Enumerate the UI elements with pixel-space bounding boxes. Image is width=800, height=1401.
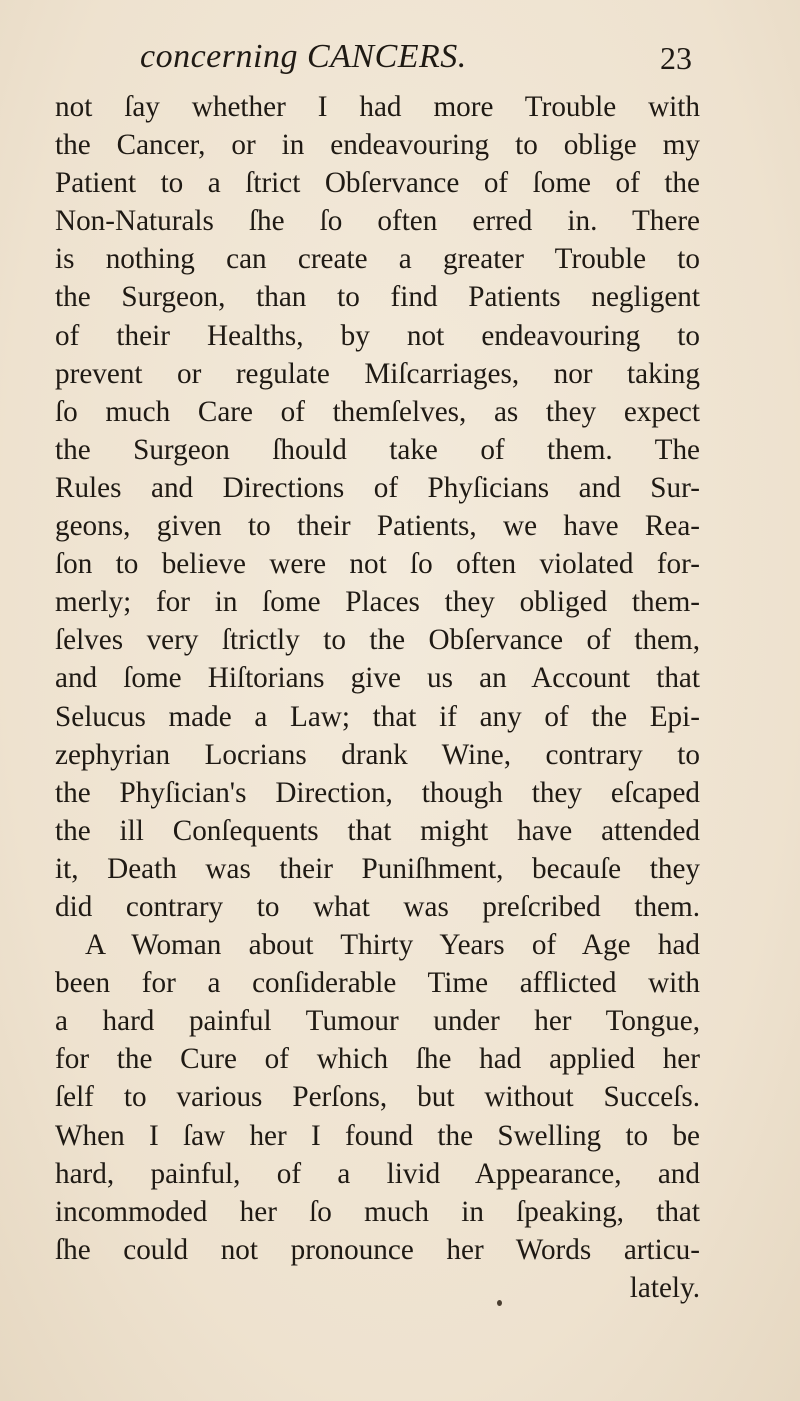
text-line: hard, painful, of a livid Appearance, and xyxy=(55,1157,700,1190)
text-line: been for a conſiderable Time afflicted with xyxy=(55,967,700,1000)
text-line: did contrary to what was preſcribed them. xyxy=(55,890,700,923)
text-line: the Cancer, or in endeavouring to oblige my xyxy=(55,129,700,162)
text-line: Rules and Directions of Phyſicians and Sur- xyxy=(55,471,700,504)
text-line: zephyrian Locrians drank Wine, contrary to xyxy=(55,738,700,771)
text-line: it, Death was their Puniſhment, becauſe they xyxy=(55,852,700,885)
text-line: is nothing can create a greater Trouble to xyxy=(55,243,700,276)
text-line: the ill Conſequents that might have attended xyxy=(55,814,700,847)
text-line: the Surgeon, than to find Patients negligent xyxy=(55,281,700,314)
page-number: 23 xyxy=(660,40,692,76)
text-line: of their Healths, by not endeavouring to xyxy=(55,319,700,352)
page-header xyxy=(140,38,700,88)
text-line: and ſome Hiſtorians give us an Account that xyxy=(55,662,700,695)
text-line: geons, given to their Patients, we have Rea- xyxy=(55,510,700,543)
text-line: ſelves very ſtrictly to the Obſervance of them, xyxy=(55,624,700,657)
text-line: the Surgeon ſhould take of them. The xyxy=(55,433,700,466)
text-line: Non-Naturals ſhe ſo often erred in. There xyxy=(55,205,700,238)
text-line: for the Cure of which ſhe had applied her xyxy=(55,1043,700,1076)
catchword-line: lately. xyxy=(629,1271,700,1304)
text-line: Patient to a ſtrict Obſervance of ſome of the xyxy=(55,167,700,200)
text-line: ſo much Care of themſelves, as they expect xyxy=(55,395,700,428)
running-head: concerning CANCERS. xyxy=(140,38,467,75)
body-text xyxy=(55,88,700,1307)
ink-speck xyxy=(497,1300,502,1306)
text-line: prevent or regulate Miſcarriages, nor taking xyxy=(55,357,700,390)
text-line: the Phyſician's Direction, though they eſcaped xyxy=(55,776,700,809)
text-line: merly; for in ſome Places they obliged them- xyxy=(55,586,700,619)
text-line: ſelf to various Perſons, but without Succeſs. xyxy=(55,1081,700,1114)
text-line: ſhe could not pronounce her Words articu- xyxy=(55,1233,700,1266)
text-line: incommoded her ſo much in ſpeaking, that xyxy=(55,1195,700,1228)
text-line: not ſay whether I had more Trouble with xyxy=(55,91,700,123)
text-line: When I ſaw her I found the Swelling to be xyxy=(55,1119,700,1152)
text-line: A Woman about Thirty Years of Age had xyxy=(85,929,700,962)
text-line: a hard painful Tumour under her Tongue, xyxy=(55,1005,700,1038)
text-line: Selucus made a Law; that if any of the Epi- xyxy=(55,700,700,733)
text-line: ſon to believe were not ſo often violated for- xyxy=(55,548,700,581)
